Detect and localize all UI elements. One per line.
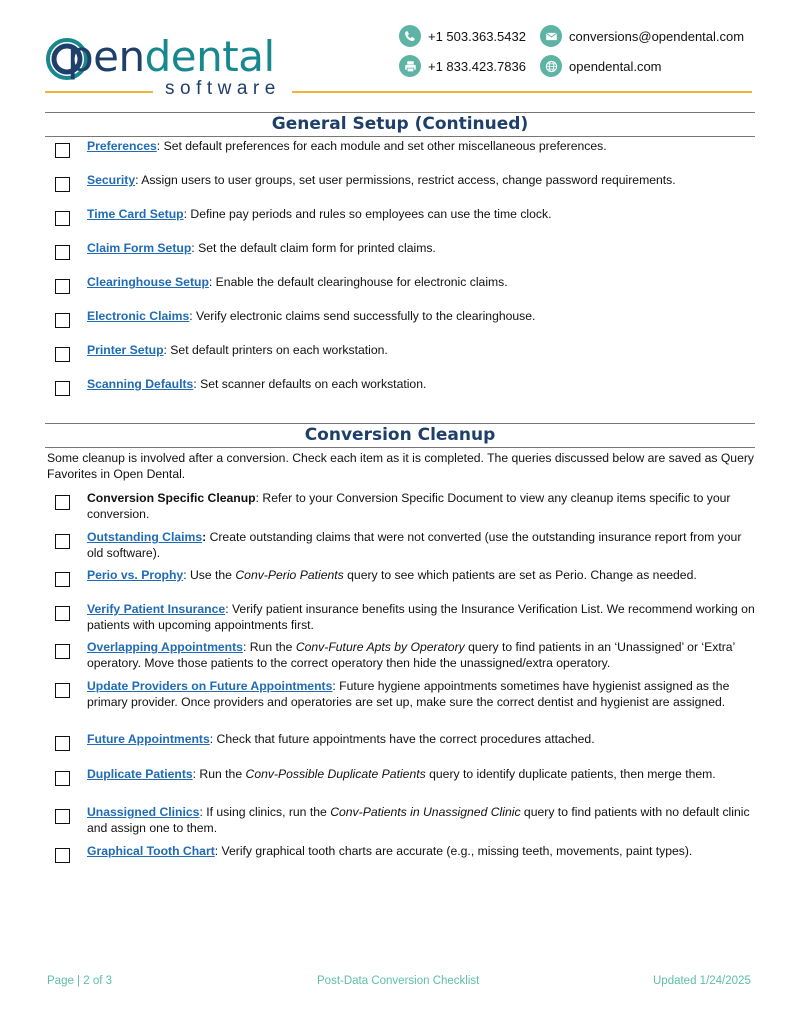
link-verify-patient-insurance[interactable]: Verify Patient Insurance	[87, 602, 226, 616]
contact-email-text: conversions@opendental.com	[569, 28, 745, 44]
link-preferences[interactable]: Preferences	[87, 139, 157, 153]
item-description: : Run the	[242, 640, 296, 654]
link-claim-form-setup[interactable]: Claim Form Setup	[87, 241, 192, 255]
fax-icon	[399, 55, 421, 77]
logo-subtitle: software	[165, 78, 281, 99]
link-update-providers-on-future-appointments[interactable]: Update Providers on Future Appointments	[87, 679, 333, 693]
checkbox[interactable]	[55, 771, 70, 786]
checkbox[interactable]	[55, 495, 70, 510]
contact-fax[interactable]	[399, 55, 526, 77]
link-perio-vs-prophy[interactable]: Perio vs. Prophy	[87, 568, 184, 582]
checkbox[interactable]	[55, 572, 70, 587]
item-description: : Set scanner defaults on each workstation.	[193, 377, 427, 391]
item-description: : Assign users to user groups, set user permissions, restrict access, change password requirements.	[135, 173, 676, 187]
phone-icon	[399, 25, 421, 47]
item-description: : Verify patient insurance benefits using the Insurance Verification List. We recommend working on patients with upcoming appointments first.	[87, 602, 755, 632]
checkbox[interactable]	[55, 177, 70, 192]
contact-phone-text: +1 503.363.5432	[428, 28, 526, 44]
item-description: : Future hygiene appointments sometimes have hygienist assigned as the primary provider. Once providers and operatories are set up, make sure the correct dentist and hygienist are assigned.	[87, 679, 730, 709]
item-description: Create outstanding claims that were not converted (use the outstanding insurance report from your old software).	[87, 530, 742, 560]
footer-page-number: Page | 2 of 3	[47, 975, 113, 987]
logo-wordmark	[67, 32, 275, 82]
item-description: : Enable the default clearinghouse for electronic claims.	[208, 275, 508, 289]
checkbox[interactable]	[55, 606, 70, 621]
item-description-end: query to find patients in an ‘Unassigned’ or ‘Extra’ operatory. Move those patients to the correct operatory then hide the unassigned/extra operatory.	[87, 640, 735, 670]
header-rule-right	[292, 91, 752, 93]
footer-document-title: Post-Data Conversion Checklist	[317, 975, 480, 987]
contact-email[interactable]	[540, 25, 744, 47]
contact-website-text: opendental.com	[569, 58, 662, 74]
item-colon: :	[202, 530, 207, 544]
item-description-end: query to see which patients are set as Perio. Change as needed.	[343, 568, 697, 582]
conversion-cleanup-intro: Some cleanup is involved after a conversion. Check each item as it is completed. The queries discussed below are saved as Query Favorites in Open Dental.	[47, 451, 755, 481]
link-outstanding-claims[interactable]: Outstanding Claims	[87, 530, 203, 544]
checkbox[interactable]	[55, 245, 70, 260]
query-name: Conv-Patients in Unassigned Clinic	[330, 805, 521, 819]
link-duplicate-patients[interactable]: Duplicate Patients	[87, 767, 193, 781]
contact-website[interactable]	[540, 55, 662, 77]
checkbox[interactable]	[55, 848, 70, 863]
checkbox[interactable]	[55, 809, 70, 824]
link-graphical-tooth-chart[interactable]: Graphical Tooth Chart	[87, 844, 215, 858]
link-unassigned-clinics[interactable]: Unassigned Clinics	[87, 805, 200, 819]
mail-icon	[540, 25, 562, 47]
logo-word-pen: pen	[67, 32, 145, 81]
item-description: : Set default printers on each workstation.	[163, 343, 388, 357]
query-name: Conv-Perio Patients	[235, 568, 344, 582]
checkbox[interactable]	[55, 143, 70, 158]
item-description-end: query to find patients with no default clinic and assign one to them.	[87, 805, 750, 835]
item-description: : Run the	[192, 767, 246, 781]
header-rule-left	[45, 91, 153, 93]
item-description: : Refer to your Conversion Specific Document to view any cleanup items specific to your conversion.	[87, 491, 731, 521]
checkbox[interactable]	[55, 381, 70, 396]
globe-icon	[540, 55, 562, 77]
link-clearinghouse-setup[interactable]: Clearinghouse Setup	[87, 275, 209, 289]
contact-fax-text: +1 833.423.7836	[428, 58, 526, 74]
general-setup-title: General Setup (Continued)	[45, 112, 755, 137]
item-description-end: query to identify duplicate patients, then merge them.	[425, 767, 716, 781]
link-future-appointments[interactable]: Future Appointments	[87, 732, 210, 746]
link-electronic-claims[interactable]: Electronic Claims	[87, 309, 190, 323]
checkbox[interactable]	[55, 279, 70, 294]
item-description: : Check that future appointments have the correct procedures attached.	[209, 732, 595, 746]
item-description: : Set the default claim form for printed claims.	[191, 241, 436, 255]
conversion-cleanup-title: Conversion Cleanup	[45, 423, 755, 448]
checkbox[interactable]	[55, 644, 70, 659]
footer-updated-date: Updated 1/24/2025	[653, 975, 751, 987]
query-name: Conv-Future Apts by Operatory	[295, 640, 465, 654]
item-description: : Use the	[183, 568, 236, 582]
checkbox[interactable]	[55, 683, 70, 698]
query-name: Conv-Possible Duplicate Patients	[245, 767, 426, 781]
checkbox[interactable]	[55, 534, 70, 549]
link-printer-setup[interactable]: Printer Setup	[87, 343, 164, 357]
logo-word-dental: dental	[144, 32, 275, 81]
link-security[interactable]: Security	[87, 173, 136, 187]
checkbox[interactable]	[55, 736, 70, 751]
item-description: : Verify graphical tooth charts are accurate (e.g., missing teeth, movements, paint types).	[214, 844, 693, 858]
checkbox[interactable]	[55, 313, 70, 328]
contact-phone[interactable]	[399, 25, 526, 47]
item-description: : Verify electronic claims send successfully to the clearinghouse.	[189, 309, 536, 323]
item-description: : If using clinics, run the	[199, 805, 331, 819]
checkbox[interactable]	[55, 211, 70, 226]
checkbox[interactable]	[55, 347, 70, 362]
item-heading: Conversion Specific Cleanup	[87, 491, 256, 505]
link-time-card-setup[interactable]: Time Card Setup	[87, 207, 184, 221]
link-overlapping-appointments[interactable]: Overlapping Appointments	[87, 640, 243, 654]
link-scanning-defaults[interactable]: Scanning Defaults	[87, 377, 194, 391]
item-description: : Define pay periods and rules so employees can use the time clock.	[183, 207, 552, 221]
item-description: : Set default preferences for each module and set other miscellaneous preferences.	[156, 139, 607, 153]
